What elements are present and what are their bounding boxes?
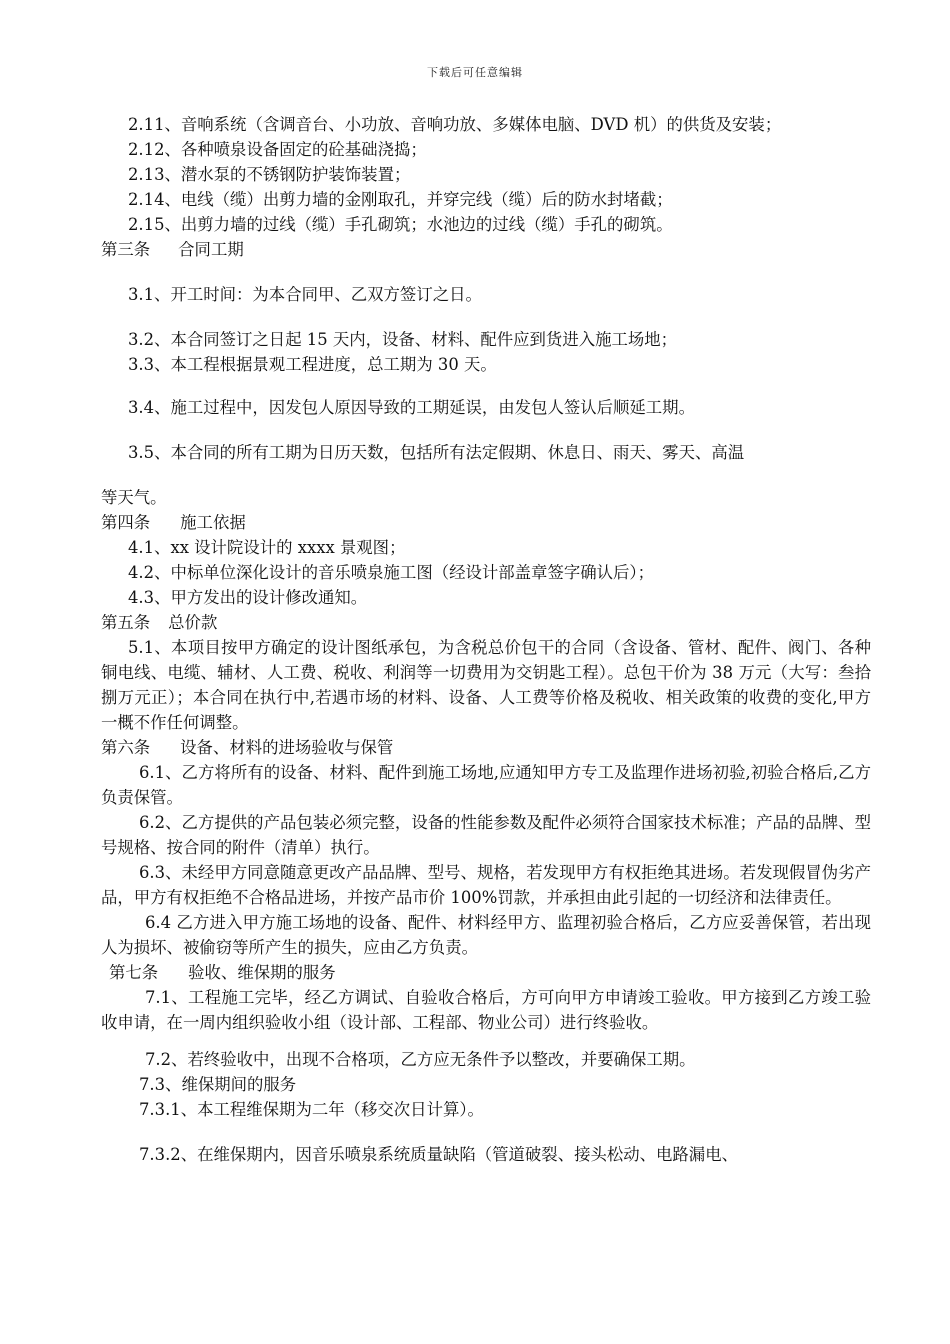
clause-3-4: 3.4、施工过程中，因发包人原因导致的工期延误，由发包人签认后顺延工期。 — [128, 398, 695, 417]
clause-7-3-1: 7.3.1、本工程维保期为二年（移交次日计算）。 — [139, 1100, 484, 1119]
clause-2-15: 2.15、出剪力墙的过线（缆）手孔砌筑；水池边的过线（缆）手孔的砌筑。 — [128, 215, 673, 234]
article-5-heading — [101, 610, 871, 635]
article-5-label: 第五条 — [101, 613, 151, 632]
article-7-heading — [101, 960, 871, 985]
clause-4-1: 4.1、xx 设计院设计的 xxxx 景观图； — [128, 538, 406, 557]
article-6-heading — [101, 735, 871, 760]
clause-4-2: 4.2、中标单位深化设计的音乐喷泉施工图（经设计部盖章签字确认后）； — [128, 563, 654, 582]
clause-3-3: 3.3、本工程根据景观工程进度，总工期为 30 天。 — [128, 355, 497, 374]
clause-6-4: 6.4 乙方进入甲方施工场地的设备、配件、材料经甲方、监理初验合格后，乙方应妥善保管，若出现人为损坏、被偷窃等所产生的损失，应由乙方负责。 — [101, 913, 871, 957]
article-4-title: 施工依据 — [180, 513, 246, 532]
clause-2-11: 2.11、音响系统（含调音台、小功放、音响功放、多媒体电脑、DVD 机）的供货及安装； — [128, 115, 782, 134]
clause-3-1: 3.1、开工时间：为本合同甲、乙双方签订之日。 — [128, 285, 482, 304]
clause-3-2: 3.2、本合同签订之日起 15 天内，设备、材料、配件应到货进入施工场地； — [128, 330, 678, 349]
clause-2-13: 2.13、潜水泵的不锈钢防护装饰装置； — [128, 165, 411, 184]
clause-6-3: 6.3、未经甲方同意随意更改产品品牌、型号、规格，若发现甲方有权拒绝其进场。若发现假冒伪劣产品，甲方有权拒绝不合格品进场，并按产品市价 100%罚款，并承担由此引起的一切经济和法律责任。 — [101, 863, 871, 907]
article-3-heading — [101, 237, 871, 262]
article-6-label: 第六条 — [101, 738, 151, 757]
article-5-title: 总价款 — [168, 613, 218, 632]
article-3-title: 合同工期 — [178, 240, 244, 259]
clause-7-3: 7.3、维保期间的服务 — [139, 1075, 297, 1094]
clause-5-1: 5.1、本项目按甲方确定的设计图纸承包，为含税总价包干的合同（含设备、管材、配件、阀门、各种铜电线、电缆、辅材、人工费、税收、利润等一切费用为交钥匙工程）。总包干价为 38 万元（大写：叁拾捌万元正）；本合同在执行中,若遇市场的材料、设备、人工费等价格及税收、相关政策的收费的变化,甲方一概不作任何调整。 — [101, 638, 871, 732]
article-4-label: 第四条 — [101, 513, 151, 532]
document-body — [101, 112, 871, 1167]
clause-2-12: 2.12、各种喷泉设备固定的砼基础浇捣； — [128, 140, 427, 159]
clause-6-2: 6.2、乙方提供的产品包装必须完整，设备的性能参数及配件必须符合国家技术标准；产品的品牌、型号规格、按合同的附件（清单）执行。 — [101, 813, 871, 857]
article-4-heading — [101, 510, 871, 535]
article-6-title: 设备、材料的进场验收与保管 — [180, 738, 394, 757]
clause-2-14: 2.14、电线（缆）出剪力墙的金刚取孔，并穿完线（缆）后的防水封堵截； — [128, 190, 673, 209]
article-7-label: 第七条 — [109, 963, 159, 982]
clause-7-3-2: 7.3.2、在维保期内，因音乐喷泉系统质量缺陷（管道破裂、接头松动、电路漏电、 — [139, 1145, 738, 1164]
clause-7-1: 7.1、工程施工完毕，经乙方调试、自验收合格后，方可向甲方申请竣工验收。甲方接到乙方竣工验收申请，在一周内组织验收小组（设计部、工程部、物业公司）进行终验收。 — [101, 988, 871, 1032]
article-7-title: 验收、维保期的服务 — [188, 963, 336, 982]
article-3-label: 第三条 — [101, 240, 151, 259]
page-header: 下载后可任意编辑 — [427, 66, 523, 79]
clause-6-1: 6.1、乙方将所有的设备、材料、配件到施工场地,应通知甲方专工及监理作进场初验,初验合格后,乙方负责保管。 — [101, 763, 871, 807]
clause-3-5-line2: 等天气。 — [101, 488, 167, 507]
clause-4-3: 4.3、甲方发出的设计修改通知。 — [128, 588, 368, 607]
clause-3-5-line1: 3.5、本合同的所有工期为日历天数，包括所有法定假期、休息日、雨天、雾天、高温 — [128, 443, 745, 462]
clause-7-2: 7.2、若终验收中，出现不合格项，乙方应无条件予以整改，并要确保工期。 — [145, 1050, 696, 1069]
